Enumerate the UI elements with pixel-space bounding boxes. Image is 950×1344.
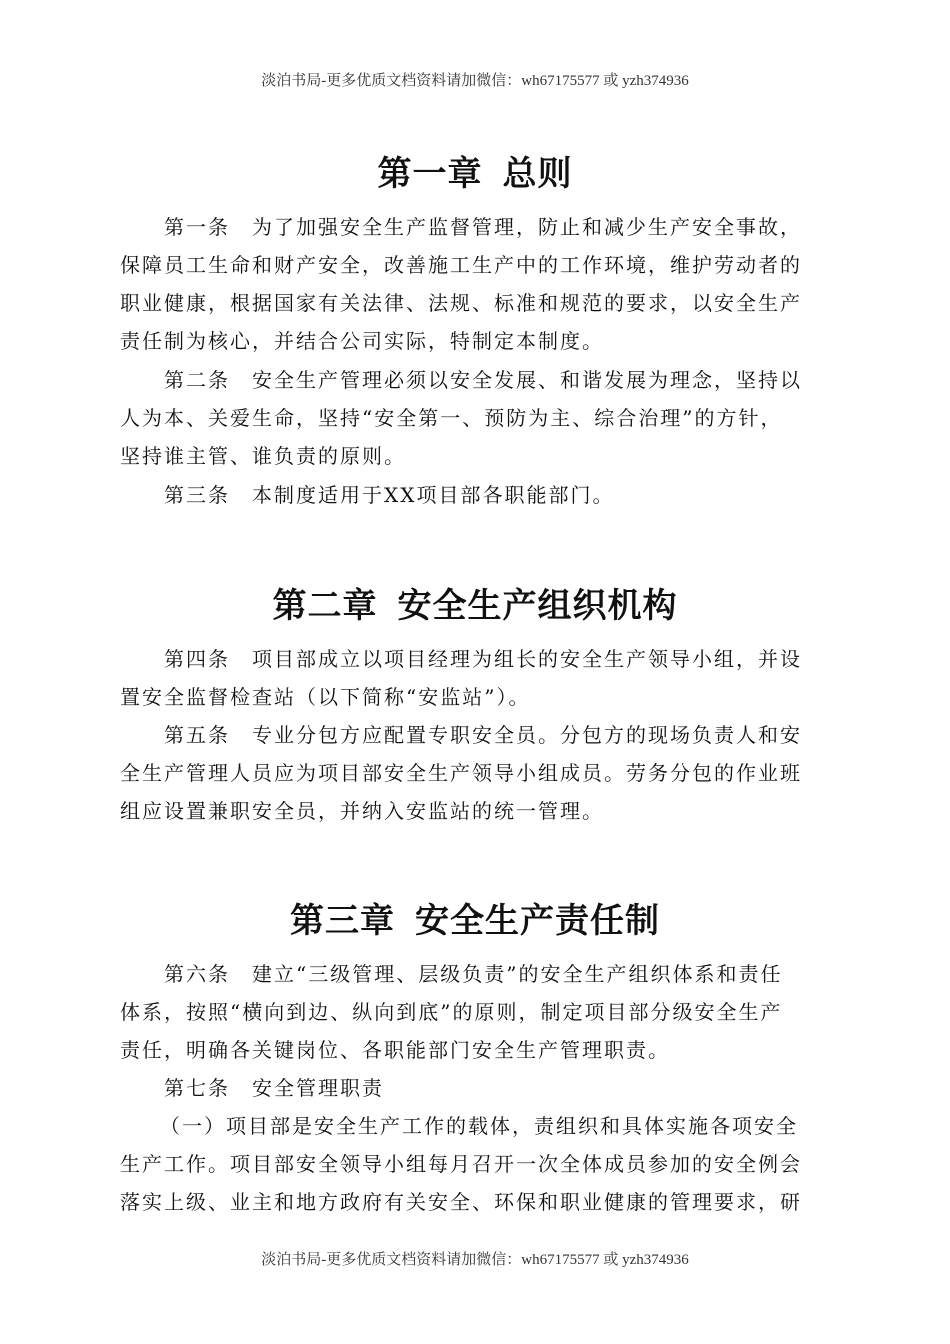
article-1-label: 第一条	[164, 215, 230, 239]
chapter-1-heading	[0, 146, 950, 195]
article-2	[120, 361, 832, 475]
chapter-2-number: 第二章	[272, 586, 378, 626]
article-5	[120, 716, 832, 830]
article-1-line-3: 职业健康，根据国家有关法律、法规、标准和规范的要求，以安全生产	[120, 291, 802, 315]
article-5-label: 第五条	[164, 723, 230, 747]
article-7-item-1-line-3: 落实上级、业主和地方政府有关安全、环保和职业健康的管理要求，研	[120, 1190, 802, 1214]
article-6-line-1: 建立“三级管理、层级负责”的安全生产组织体系和责任	[252, 962, 783, 986]
chapter-2-title: 安全生产组织机构	[397, 586, 678, 626]
article-6-label: 第六条	[164, 962, 230, 986]
article-1-line-1: 为了加强安全生产监督管理，防止和减少生产安全事故，	[252, 215, 802, 239]
chapter-1-number: 第一章	[377, 154, 483, 194]
article-7-item-1	[120, 1107, 832, 1221]
article-2-line-1: 安全生产管理必须以安全发展、和谐发展为理念，坚持以	[252, 368, 802, 392]
article-3	[120, 476, 832, 514]
article-3-line-1: 本制度适用于XX项目部各职能部门。	[252, 483, 615, 507]
article-7-item-1-line-1: （一）项目部是安全生产工作的载体，责组织和具体实施各项安全	[160, 1114, 798, 1138]
article-2-label: 第二条	[164, 368, 230, 392]
article-6-line-3: 责任，明确各关键岗位、各职能部门安全生产管理职责。	[120, 1038, 670, 1062]
article-4-label: 第四条	[164, 647, 230, 671]
article-4-line-1: 项目部成立以项目经理为组长的安全生产领导小组，并设	[252, 647, 802, 671]
article-7	[120, 1069, 832, 1107]
article-5-line-2: 全生产管理人员应为项目部安全生产领导小组成员。劳务分包的作业班	[120, 761, 802, 785]
article-5-line-3: 组应设置兼职安全员，并纳入安监站的统一管理。	[120, 799, 604, 823]
article-4	[120, 640, 832, 716]
article-2-line-2: 人为本、关爱生命，坚持“安全第一、预防为主、综合治理”的方针，	[120, 406, 783, 430]
footer-watermark-note: 淡泊书局-更多优质文档资料请加微信：wh67175577 或 yzh374936	[261, 1252, 689, 1268]
header-watermark-note: 淡泊书局-更多优质文档资料请加微信：wh67175577 或 yzh374936	[261, 73, 689, 89]
article-7-line-1: 安全管理职责	[252, 1076, 384, 1100]
chapter-3-heading	[0, 893, 950, 942]
article-1	[120, 208, 832, 360]
article-2-line-3: 坚持谁主管、谁负责的原则。	[120, 444, 406, 468]
chapter-3-number: 第三章	[290, 901, 395, 941]
chapter-3-title: 安全生产责任制	[415, 901, 660, 941]
article-7-item-1-line-2: 生产工作。项目部安全领导小组每月召开一次全体成员参加的安全例会	[120, 1152, 802, 1176]
article-1-line-4: 责任制为核心，并结合公司实际，特制定本制度。	[120, 329, 604, 353]
chapter-1-title: 总则	[502, 154, 573, 194]
article-1-line-2: 保障员工生命和财产安全，改善施工生产中的工作环境，维护劳动者的	[120, 253, 802, 277]
article-5-line-1: 专业分包方应配置专职安全员。分包方的现场负责人和安	[252, 723, 802, 747]
article-6	[120, 955, 832, 1069]
article-4-line-2: 置安全监督检查站（以下简称“安监站”）。	[120, 685, 531, 709]
article-3-label: 第三条	[164, 483, 230, 507]
article-6-line-2: 体系，按照“横向到边、纵向到底”的原则，制定项目部分级安全生产	[120, 1000, 783, 1024]
chapter-2-heading	[0, 578, 950, 627]
article-7-label: 第七条	[164, 1076, 230, 1100]
